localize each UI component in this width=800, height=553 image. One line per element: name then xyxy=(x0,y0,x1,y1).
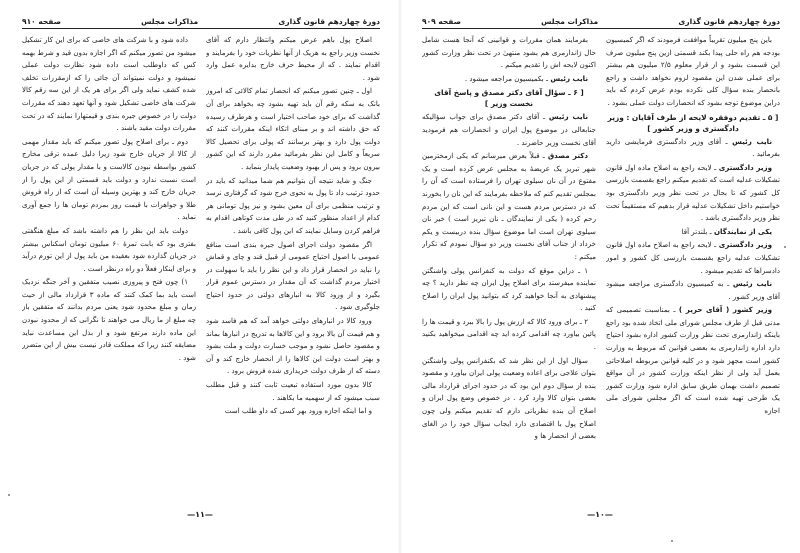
paragraph: کالا بدون مورد استفاده تبعیت ثابت کنند و قبل مطلب سبب میشود که از سهمیه ما بکاهند . xyxy=(206,380,380,402)
speaker-paragraph xyxy=(606,278,780,303)
speaker-name: وزیر دادگستری xyxy=(718,162,772,172)
speaker-paragraph xyxy=(422,150,596,263)
text-columns xyxy=(22,34,380,501)
page-header xyxy=(22,12,380,26)
speaker-name: نایب رئیس xyxy=(732,136,772,146)
paragraph: دوم ـ برای اصلاح پول تصور میکنم که باید مقدار مهمی از کالا از جریان خارج شود زیرا دلیل عمده ترقی مخارج کشور بواسطه نبودن کالاست و با مقدار پولی که در جریان است نسبت ندارد و دولت باید قسمتی از این پول را از جریان خارج کند و بهترین وسیله آن است که از راه فروش طلا و جواهرات با قیمت روز بمردم تومان ها را جمع آوری نماید . xyxy=(22,136,196,222)
paragraph: ۱ ـ دراین موقع که دولت به کنفرانس پولی واشنگتن نماینده میفرستد برای اصلاح پول ایران چه نظر دارید ؟ چه پیشنهادی به آنجا خواهید کرد که بتوانید پول ایران را اصلاح کنید . xyxy=(422,265,596,313)
paragraph: بفرمایند همان مقررات و قوانینی که آنجا هست شامل حال ژاندارمری هم بشود منتهیٰ در تحت نظر وزارت کشور اکنون لایحه اش را تقدیم میکنم . xyxy=(422,35,596,70)
section-heading: [ ۵ ـ تقدیم دوفقره لایحه از طرف آقایان : وزیر دادگستری و وزیر کشور ] xyxy=(607,112,779,133)
speaker-name: نایب رئیس xyxy=(548,112,588,122)
page-header xyxy=(422,12,780,26)
folio-number: —۱۱— xyxy=(187,510,213,519)
paragraph: باین پنج میلیون تقریباً موافقت فرمودند که اگر کمیسیون بودجه هم راه حلی پیدا بکند قسمتی ازین پنج میلیون صرف این قسمت بشود و از قرار معلوم ۲/۵ میلیون هم بیشتر برای عملی شدن این مقصود لزوم نخواهد داشت و راجع بانحصار بنده سؤال کلی نکرده بودم عرض کردم که باید دراین موضوع توجه بشود که انحصارات دولت عملی بشود . xyxy=(606,35,780,107)
header-title: مذاکرات مجلس xyxy=(541,17,599,26)
folio-number: —۱۰— xyxy=(587,510,613,519)
speech-text: ـ آقای دکتر مصدق برای جواب سؤالیکه جنابعالی در موضوع پول ایران و انحصارات هم فرمودید آقای نخست وزیر حاضرند . xyxy=(422,112,596,147)
speaker-name: دکتر مصدق xyxy=(547,151,588,161)
paragraph: اصلاح پول باهم عرض میکنم وانتظار دارم که آقای نخست وزیر راجع به هریک از آنها نظریات خود را بفرمایند و اقدام نمایند . که از محیط حرف خارج بدایره عمل وارد شود . xyxy=(206,35,380,82)
right-page xyxy=(400,0,800,553)
speech-text: ـ بمناسبت تصمیمی که مدتی قبل از طرف مجلس شورای ملی اتخاذ شده بود راجع باینکه ژاندارمری تحت نظر وزارت کشور اداره بشود احتیاج دارد اداره ژاندارمری به بعضی قوانین که مربوط به وزارت کشور است مجهز شود و در کلیه قوانین مربوطه اصلاحاتی بعمل آید ولی از نظر اینکه وزارت کشور در آن مواقع تصمیم داشت بهمان طریق سابق اداره شود وزارت کشور یک طرحی تهیه شده است که اگر مجلس شورای ملی اجازه xyxy=(606,305,780,416)
column-left xyxy=(422,34,596,501)
speech-text: ـ آقای وزیر دادگستری فرمایشی دارید بفرمائید . xyxy=(606,136,780,159)
speech-text: ـ لایحه راجع به اصلاح ماده اول قانون تشکیلات عدلیه است که تقدیم میکنم راجع بقسمت بازرسی کل کشور که تا بحال در تحت نظر وزیر دادگستری بود خواستیم داخل تشکیلات عدلیه قرار بدهیم که مستقیماً تحت نظر وزیر دادگستری باشد . xyxy=(606,162,780,223)
section-heading: [ ۶ ـ سؤال آقای دکتر مصدق و پاسخ آقای نخست وزیر ] xyxy=(434,88,584,109)
text-columns xyxy=(422,34,780,501)
column-right xyxy=(206,34,380,501)
paragraph: اول ـ چنین تصور میکنم که انحصار تمام کالائی که امروز بانک به سکه رقم آن باید تهیه بشود چه بخواهد برای آن گذاشت که برای خود صاحب اختیار است و هرطرف رسیده که حق داشته اند و بر مبنای اتکاء اینکه مقررات کنند که دولت پول دارد و بهتر برسانند که پولی برای تحصیل کالا سریعاً و کامل این نظر بفرمائید مقرر دارند که این کشور بیرون برود و پس از بهبود وضعیت پایدار بنماید . xyxy=(206,86,380,171)
speaker-name: یکی از نمایندگان xyxy=(713,226,772,236)
paragraph: ۱) چون فتح و پیروزی نصیب متفقین و آخر جنگه نزدیک است باید بما کمک کنند که ماده ۳ قرارداد مالی از حیث زمان و مبلغ محدود شود یعنی مردم بدانند که متفقین باز چه مبلغ از ما ریال می خواهند تا نگرانی که از محدود نبودن این ماده دارند مرتفع شود و از بذل این مساعدت نباید مضایقه کنند زیرا که مملکت قادر نیست بیش از این متضرر شود . xyxy=(22,277,196,362)
column-left xyxy=(22,34,196,501)
paragraph: اگر مقصود دولت اجرای اصول جیره بندی است منافع عمومی با اصول احتیاج عمومی از قبیل قند و چای و قماش را نباید در انحصار قرار داد و این نظر را باید با سهولت در اختیار مردم گذاشت که آن مقدار در دسترس عموم قرار بگیرد و از ورود کالا به انبارهای دولتی در حدود احتیاج جلوگیری شود . xyxy=(206,239,380,312)
header-page-number: صفحه ۹۰۹ xyxy=(422,17,461,26)
paragraph: ورود کالا در انبارهای دولتی خواهد آمد که هم فاسد شود و هم قیمت آن بالا برود و این کالاها به تدریج در انبارها بماند و مقصود حاصل نشود و موجب خسارت دولت و ملت بشود و بهتر است دولت این کالاها را از انحصار خارج کند و آن دسته که از طرف دولت خریداری شده فروش برود . xyxy=(206,316,380,376)
speaker-paragraph xyxy=(606,136,780,161)
header-page-number: صفحه ۹۱۰ xyxy=(22,17,61,26)
paragraph: ۲ ـ برای ورود کالا که ارزش پول را بالا ببرد و قیمت ها را پائین بیاورد چه اقدامی کرده اید چه اقدامی میخواهید بکنید . xyxy=(422,316,596,352)
speech-text: ـ بلندتر آقا xyxy=(681,226,712,236)
paragraph: دولت باید این نظر را هم داشته باشد که مبلغ هنگفتی بفتری بود که بابت تمرهٔ ۶۰ میلیون تومان اسکناس بیشتر در جریان گذارده شود بعقیده من باید پول از این تورم درآید و برای اینکار فعلاً دو راه درنظر است . xyxy=(22,225,196,273)
speaker-name: وزیر دادگستری xyxy=(718,240,772,250)
speech-text: ـ به کمیسیون دادگستری مراجعه میشود آقای وزیر کشور . xyxy=(606,279,780,301)
speaker-paragraph xyxy=(606,304,780,417)
speaker-name: وزیر کشور ( آقای حریر ) xyxy=(678,305,772,315)
scan-speck xyxy=(671,540,673,542)
header-series: دورهٔ چهاردهم قانون گذاری xyxy=(678,17,780,26)
paragraph: و اما اینکه اجازه ورود بهر کسی که داو طلب است xyxy=(224,406,372,416)
paragraph: سؤال اول از این نظر شد که بکنفرانس پولی واشنگتن بتوان علاجی برای اعاده وضعیت پولی ایران بیاورد و مقصود بنده از سؤال دوم این بود که در حدود اجرای قرارداد مالی بعضی بتوان کالا وارد کرد . در خصوص وضع پول ایران و اصلاح آن بنده نظریاتی دارم که تقدیم میکنم ولی چون اصلاح پول با اقتصادی دارد ایجاب سؤال خود را در الغای بعضی از انحصار ها و xyxy=(422,355,596,441)
paragraph: جنگ و شاید نتیجه آن بتوانیم هم شما میدانید که باید در حدود ترتیب داد تا پول به نحوی خرج شود که گرفتاری نرسد و ترتیب منظمی برای آن معین بشود و نیز پول تومانی هر کدام از اعداد منظور کنید که در طی مدت کوتاهی اقدام به فراهم کردن وسایل نمایند که این پول کافی باشد . xyxy=(206,175,380,235)
scan-speck xyxy=(784,246,786,248)
speaker-paragraph xyxy=(606,226,780,239)
speech-text: ـ بکمیسیون مراجعه میشود . xyxy=(464,73,549,83)
header-series: دورهٔ چهاردهم قانون گذاری xyxy=(278,17,380,26)
speaker-name: نایب رئیس xyxy=(732,279,772,289)
speaker-name: نایب رئیس xyxy=(550,73,588,83)
paragraph: داده شود و با شرکت های خاصی که برای این کار تشکیل میشود من تصور میکنم که اگر اجازه بدون قید و شرط بهمه کس که داوطلب است داده شود نظارت دولت عملی نمیشود و دولت نمیتواند آن جائی را که ازمقررات تخلف شده کشف نماید ولی اگر برای هر یک از این سه رقم کالا شرکت های خاصی تشکیل شود و آنها تعهد دهند که مقررات دولت را در خصوص جیره بندی و قیمتهارا نمایند که در تحت مقررات دولت مقید باشند . xyxy=(22,35,196,133)
speaker-paragraph xyxy=(606,162,780,225)
scan-speck xyxy=(8,494,10,496)
speaker-paragraph xyxy=(422,111,596,149)
header-rule xyxy=(422,28,780,29)
speaker-paragraph xyxy=(606,239,780,277)
header-title: مذاکرات مجلس xyxy=(141,17,199,26)
speaker-paragraph xyxy=(422,73,596,86)
column-right xyxy=(606,34,780,501)
speech-text: ـ لایحه راجع به اصلاح ماده اول قانون تشکیلات عدلیه راجع بقسمت بازرسی کل کشور و امور دادسراها که تقدیم میشود . xyxy=(606,240,780,275)
speech-text: ـ قبلاً بعرض میرسانم که یکی ازمحترمین شهر تبریز یک عریضهٔ به مجلس عرض کرده است و یک مفتوع در آن نان سیلوی تهران را فرستاده است که آن را بمجلس تقدیم کنم که ملاحظه بفرمایند که این نان را بخورند که در دسترس مردم هست و این نانی است که این مردم رحم کرده ( یکی از نمایندگان ـ نان تبریز است ) خیر نان سیلوی تهران است اما موضوع سؤال بنده دربیست و یکم خرداد از جناب آقای نخست وزیر دو سؤال نمودم که تکرار میکنم : xyxy=(422,151,596,261)
header-rule xyxy=(22,28,380,29)
